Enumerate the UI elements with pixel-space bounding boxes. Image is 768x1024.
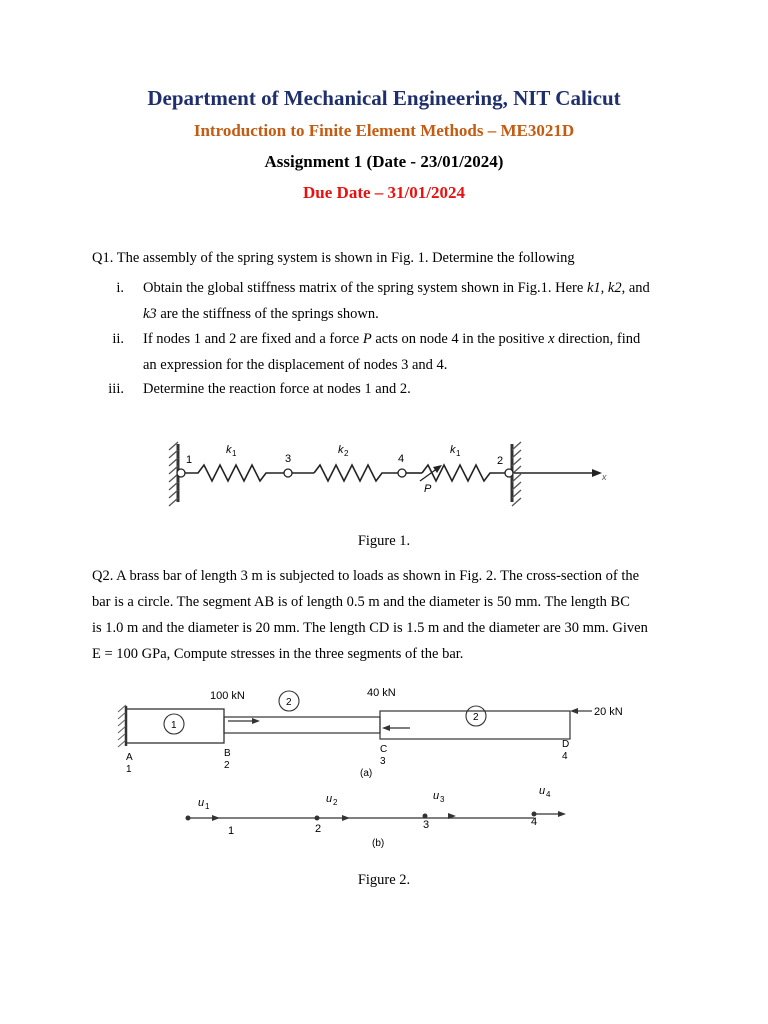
figure-2-caption: Figure 2. [357,872,411,888]
u2-subscript: 2 [333,798,338,807]
node-2-label: 2 [315,823,322,835]
element-2b-label: 2 [473,712,479,723]
k2-label: k [338,444,344,456]
node-2-label: 2 [497,455,504,467]
q1-item-text [143,376,678,402]
node-3-label: 3 [423,819,430,831]
due-date: Due Date – 31/01/2024 [303,183,465,202]
u1-arrowhead [212,815,220,821]
q2-line-2: bar is a circle. The segment AB is of length 0.5 m and the diameter is 50 mm. The length BC [92,594,630,610]
course-title: Introduction to Finite Element Methods – ME3021D [193,121,575,140]
text-run: If nodes 1 and 2 are fixed and a force [143,331,363,347]
load-b-arrowhead [252,718,260,724]
node-1-label: 1 [228,825,235,837]
department-title: Department of Mechanical Engineering, NIT Calicut [147,86,621,110]
q2-line-1: Q2. A brass bar of length 3 m is subjected to loads as shown in Fig. 2. The cross-section of the [92,568,640,584]
x-axis-arrowhead [592,469,602,477]
figure-1-caption: Figure 1. [357,533,411,549]
text-run: acts on node 4 in the positive [371,331,549,347]
node-3-label: 3 [285,453,292,465]
node-4-marker [398,469,406,477]
spring-k1 [181,465,284,481]
u4-subscript: 4 [546,790,551,799]
u1-subscript: 1 [205,802,210,811]
point-b-number: 2 [224,760,230,771]
text-run: Determine the reaction force at nodes 1 and 2. [143,381,411,397]
node-4-label: 4 [398,453,405,465]
stiffness-symbols: k1, k2 [586,280,622,296]
load-c-label: 40 kN [367,687,396,699]
element-1-label: 1 [171,720,177,731]
q1-item-iii-line1 [143,376,678,402]
load-d-arrowhead [570,708,578,714]
text-run: an expression for the displacement of nodes 3 and 4. [143,357,448,373]
load-b-label: 100 kN [210,690,245,702]
node-4-label: 4 [531,816,538,828]
segment-bc [224,717,380,733]
u4-label: u [539,785,546,797]
q1-item-number: ii. [112,331,124,347]
node-1-label: 1 [186,454,193,466]
assignment-title: Assignment 1 (Date - 23/01/2024) [264,152,504,171]
force-symbol: P [362,331,372,347]
k2-subscript: 2 [344,449,349,458]
stiffness-symbol: k3 [143,306,157,322]
subfigure-a-label: (a) [360,768,373,779]
node-3-dot [423,814,428,819]
q1-intro: Q1. The assembly of the spring system is shown in Fig. 1. Determine the following [92,250,575,266]
u2-arrowhead [342,815,350,821]
q1-item-i-line1 [143,275,678,301]
load-d-label: 20 kN [594,706,623,718]
k1-label: k [226,444,232,456]
k3-subscript: 1 [456,449,461,458]
node-2-marker [505,469,513,477]
axis-symbol: x [548,331,555,347]
q2-line-4: E = 100 GPa, Compute stresses in the three segments of the bar. [92,646,464,662]
node-2-dot [315,816,320,821]
text-run: Obtain the global stiffness matrix of the spring system shown in Fig.1. Here [143,280,587,296]
point-a-number: 1 [126,764,132,775]
q1-item-ii-line2 [143,352,678,378]
point-b-label: B [224,748,231,759]
u3-subscript: 3 [440,795,445,804]
brass-bar-figure [110,684,670,860]
point-c-label: C [380,744,388,755]
spring-system-figure [150,436,620,508]
k3-label: k [450,444,456,456]
load-c-arrowhead [382,725,390,731]
node-1-marker [177,469,185,477]
point-d-number: 4 [562,751,568,762]
text-run: are the stiffness of the springs shown. [156,306,379,322]
q1-item-i-line2 [143,301,678,327]
point-d-label: D [562,739,570,750]
spring-k2 [314,465,398,481]
point-c-number: 3 [380,756,386,767]
u1-label: u [198,797,205,809]
subfigure-b-label: (b) [372,838,385,849]
text-run: , and [621,280,650,296]
q1-item-text [143,326,678,378]
q2-text [92,563,682,667]
force-p-label: P [424,483,432,495]
u2-label: u [326,793,333,805]
q1-item-number: iii. [108,381,124,397]
u3-label: u [433,790,440,802]
node-1-dot [186,816,191,821]
q1-item-ii-line1 [143,326,678,352]
point-a-label: A [126,752,133,763]
q1-item-number: i. [116,280,124,296]
element-2-label: 2 [286,697,292,708]
x-axis-label: x [602,472,607,482]
k1-subscript: 1 [232,449,237,458]
node-3-marker [284,469,292,477]
text-run: direction, find [554,331,641,347]
q2-line-3: is 1.0 m and the diameter is 20 mm. The length CD is 1.5 m and the diameter are 30 mm. Given [92,620,648,636]
q1-item-text [143,275,678,327]
